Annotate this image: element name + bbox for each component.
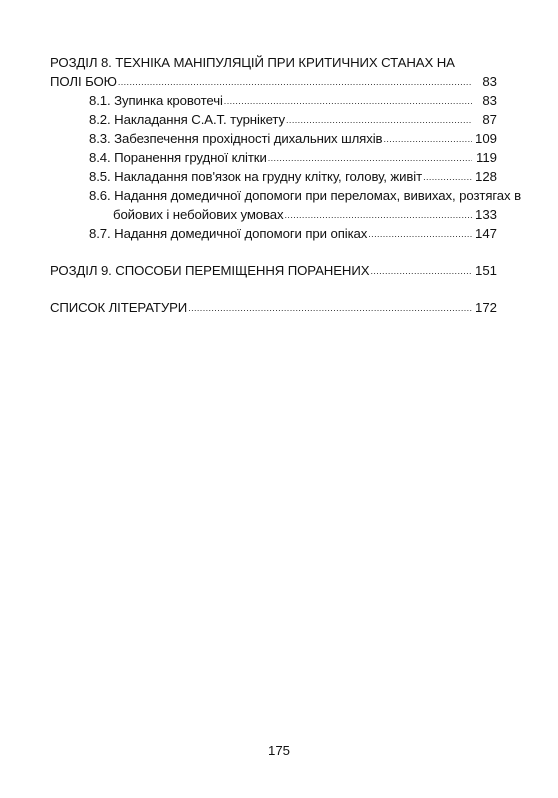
toc-entry-section8[interactable] [50,73,497,91]
toc-page-number: 128 [475,169,498,184]
toc-entry-title: СПИСОК ЛІТЕРАТУРИ [50,300,188,315]
toc-leader-dots [368,225,472,243]
toc-entry-8-6-title-line1: 8.6. Надання домедичної допомоги при переломах, вивихах, розтягах в [89,188,522,203]
toc-entry-section9[interactable] [50,262,497,280]
toc-section8-title-line2: ПОЛІ БОЮ [50,74,117,89]
toc-entry-title: 8.2. Накладання С.А.Т. турнікету [89,112,286,127]
toc-page-number: 109 [475,131,498,146]
toc-leader-dots [188,299,472,317]
toc-leader-dots [423,168,472,186]
toc-entry-8-1[interactable] [89,92,497,110]
toc-leader-dots [285,206,472,224]
toc-leader-dots [383,130,472,148]
toc-page-number: 172 [475,300,498,315]
toc-page-number: 151 [475,263,498,278]
toc-section8-title-line1: РОЗДІЛ 8. ТЕХНІКА МАНІПУЛЯЦІЙ ПРИ КРИТИЧНИХ СТАНАХ НА [50,55,455,70]
toc-page-number: 83 [482,74,497,89]
toc-leader-dots [224,92,472,110]
toc-entry-8-3[interactable] [89,130,497,148]
toc-page-number: 87 [482,112,497,127]
toc-entry-8-2[interactable] [89,111,497,129]
toc-entry-title: 8.3. Забезпечення прохідності дихальних шляхів [89,131,383,146]
toc-entry-title: 8.5. Накладання пов'язок на грудну клітку, голову, живіт [89,169,423,184]
toc-entry-8-4[interactable] [89,149,497,167]
toc-page-number: 147 [475,226,498,241]
toc-entry-title-line2: бойових і небойових умовах [113,207,284,222]
toc-leader-dots [370,262,472,280]
toc-entry-title: 8.1. Зупинка кровотечі [89,93,223,108]
page-number: 175 [267,743,290,758]
toc-page-number: 133 [475,207,498,222]
toc-page-number: 119 [475,150,497,165]
toc-entry-8-5[interactable] [89,168,497,186]
toc-entry-8-6[interactable] [113,206,497,224]
toc-leader-dots [118,73,472,91]
toc-entry-8-7[interactable] [89,225,497,243]
toc-entry-title: 8.4. Поранення грудної клітки [89,150,267,165]
toc-leader-dots [286,111,472,129]
toc-entry-title: РОЗДІЛ 9. СПОСОБИ ПЕРЕМІЩЕННЯ ПОРАНЕНИХ [50,263,370,278]
toc-entry-references[interactable] [50,299,497,317]
toc-entry-title: 8.7. Надання домедичної допомоги при опіках [89,226,368,241]
toc-leader-dots [268,149,472,167]
toc-page-number: 83 [482,93,497,108]
